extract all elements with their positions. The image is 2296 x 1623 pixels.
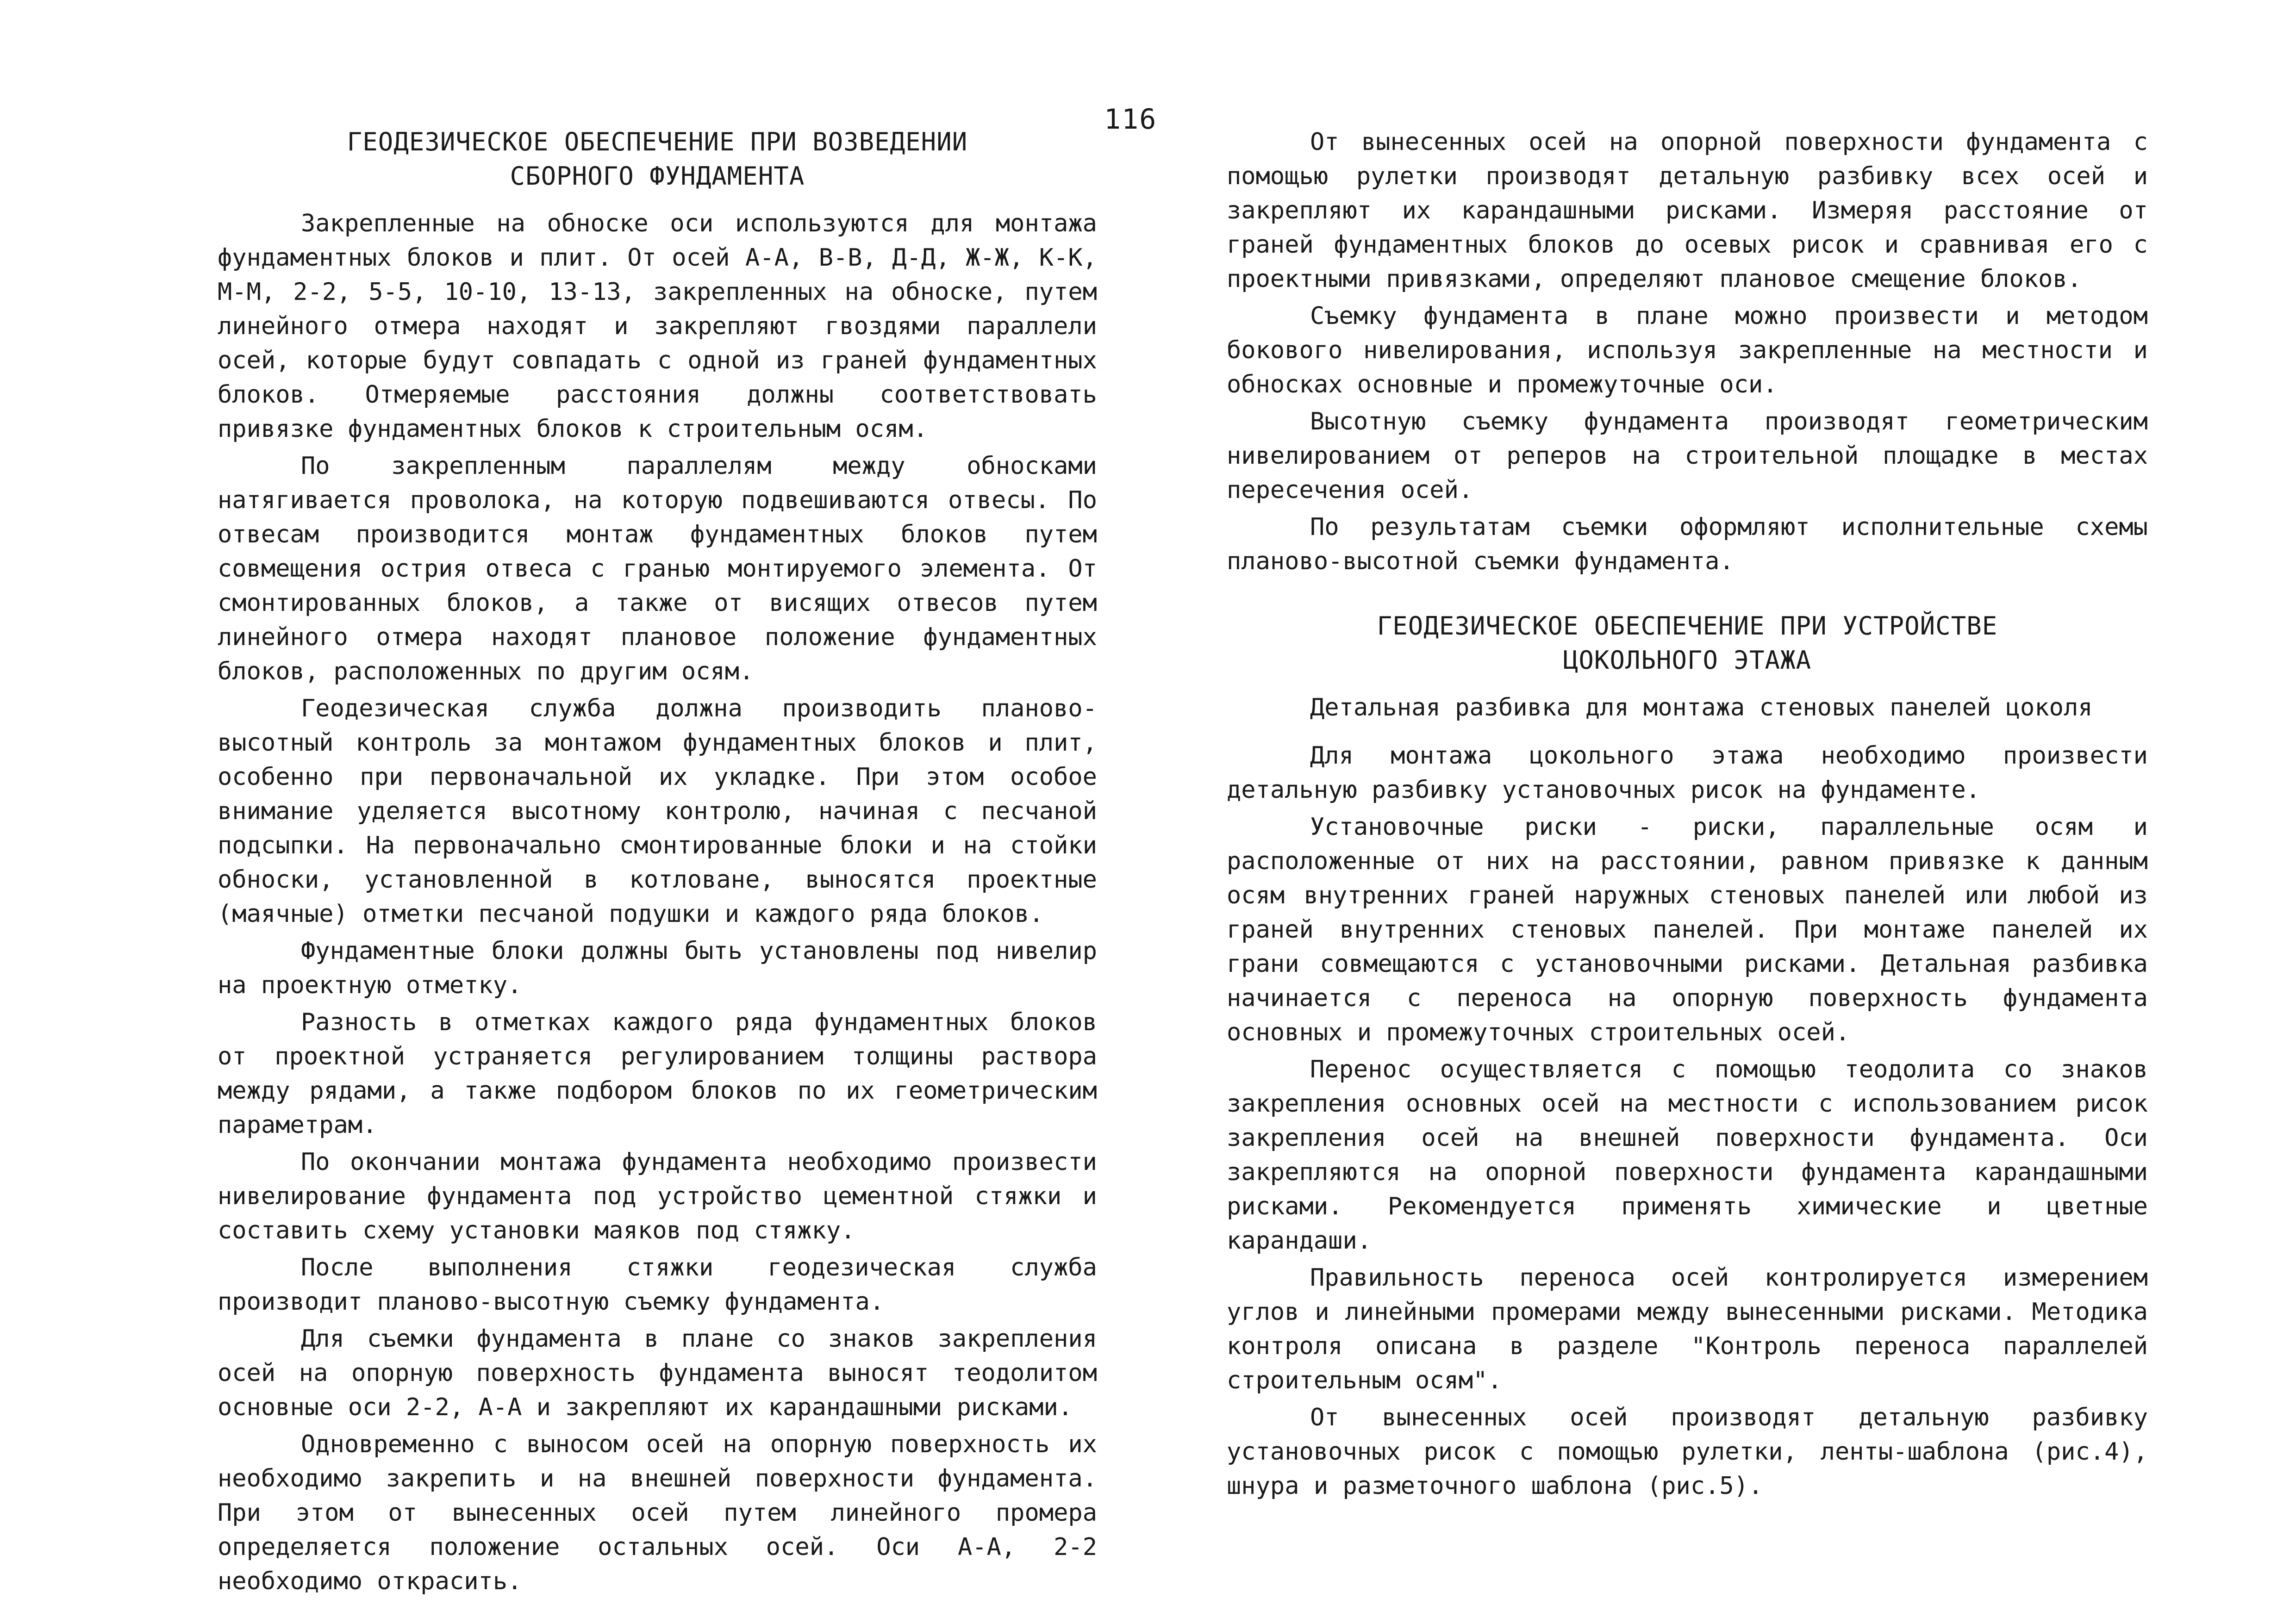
right-paragraph: От вынесенных осей на опорной поверхности фундамента с помощью рулетки производят детальную разбивку всех осей и закрепляют их карандашными рисками. Измеряя расстояние от граней фундаментных блоков до осевых рисок и сравнивая его с проектными привязками, определяют плановое смещение блоков. bbox=[1227, 128, 2148, 293]
page-number: 116 bbox=[1104, 103, 1157, 136]
left-column bbox=[218, 125, 1097, 1601]
left-paragraph: Закрепленные на обноске оси используются для монтажа фундаментных блоков и плит. От осей А-А, В-В, Д-Д, Ж-Ж, К-К, М-М, 2-2, 5-5, 10-10, 13-13, закрепленных на обноске, путем линейного отмера находят и закрепляют гвоздями параллели осей, которые будут совпадать с одной из граней фундаментных блоков. Отмеряемые расстояния должны соответствовать привязке фундаментных блоков к строительным осям. bbox=[218, 210, 1097, 443]
left-paragraph: После выполнения стяжки геодезическая служба производит планово-высотную съемку фундамента. bbox=[218, 1254, 1097, 1316]
left-paragraph: Разность в отметках каждого ряда фундаментных блоков от проектной устраняется регулированием толщины раствора между рядами, а также подбором блоков по их геометрическим параметрам. bbox=[218, 1008, 1097, 1139]
left-heading-line-1: ГЕОДЕЗИЧЕСКОЕ ОБЕСПЕЧЕНИЕ ПРИ ВОЗВЕДЕНИИ bbox=[347, 127, 968, 156]
left-paragraph: Геодезическая служба должна производить планово-высотный контроль за монтажом фундаментных блоков и плит, особенно при первоначальной их укладке. При этом особое внимание уделяется высотному контролю, начиная с песчаной подсыпки. На первоначально смонтированные блоки и на стойки обноски, установленной в котловане, выносятся проектные (маячные) отметки песчаной подушки и каждого ряда блоков. bbox=[218, 695, 1097, 928]
right-subheading: Детальная разбивка для монтажа стеновых панелей цоколя bbox=[1310, 694, 2093, 721]
right-heading-line-1: ГЕОДЕЗИЧЕСКОЕ ОБЕСПЕЧЕНИЕ ПРИ УСТРОЙСТВЕ bbox=[1377, 611, 1998, 640]
right-column bbox=[1227, 125, 2148, 1506]
right-paragraph: По результатам съемки оформляют исполнительные схемы планово-высотной съемки фундамента. bbox=[1227, 513, 2148, 575]
left-paragraph: По окончании монтажа фундамента необходимо произвести нивелирование фундамента под устройство цементной стяжки и составить схему установки маяков под стяжку. bbox=[218, 1148, 1097, 1244]
right-paragraph: От вынесенных осей производят детальную разбивку установочных рисок с помощью рулетки, ленты-шаблона (рис.4), шнура и разметочного шаблона (рис.5). bbox=[1227, 1404, 2148, 1500]
right-paragraph: Установочные риски - риски, параллельные осям и расположенные от них на расстоянии, равном привязке к данным осям внутренних граней наружных стеновых панелей или любой из граней внутренних стеновых панелей. При монтаже панелей их грани совмещаются с установочными рисками. Детальная разбивка начинается с переноса на опорную поверхность фундамента основных и промежуточных строительных осей. bbox=[1227, 813, 2148, 1046]
right-paragraph: Съемку фундамента в плане можно произвести и методом бокового нивелирования, используя закрепленные на местности и обносках основные и промежуточные оси. bbox=[1227, 302, 2148, 398]
left-paragraph: Фундаментные блоки должны быть установлены под нивелир на проектную отметку. bbox=[218, 937, 1097, 999]
left-paragraph: Для съемки фундамента в плане со знаков закрепления осей на опорную поверхность фундамента выносят теодолитом основные оси 2-2, А-А и закрепляют их карандашными рисками. bbox=[218, 1325, 1097, 1421]
left-paragraph: Одновременно с выносом осей на опорную поверхность их необходимо закрепить и на внешней поверхности фундамента. При этом от вынесенных осей путем линейного промера определяется положение остальных осей. Оси А-А, 2-2 необходимо открасить. bbox=[218, 1430, 1097, 1595]
right-paragraph: Для монтажа цокольного этажа необходимо произвести детальную разбивку установочных рисок на фундаменте. bbox=[1227, 742, 2148, 804]
right-heading-line-2: ЦОКОЛЬНОГО ЭТАЖА bbox=[1563, 646, 1812, 675]
right-paragraph: Правильность переноса осей контролируется измерением углов и линейными промерами между вынесенными рисками. Методика контроля описана в разделе "Контроль переноса параллелей строительным осям". bbox=[1227, 1264, 2148, 1394]
section-spacer bbox=[1227, 581, 2148, 609]
left-paragraph: По закрепленным параллелям между обносками натягивается проволока, на которую подвешиваются отвесы. По отвесам производится монтаж фундаментных блоков путем совмещения острия отвеса с гранью монтируемого элемента. От смонтированных блоков, а также от висящих отвесов путем линейного отмера находят плановое положение фундаментных блоков, расположенных по другим осям. bbox=[218, 452, 1097, 685]
right-section-heading bbox=[1227, 609, 2148, 678]
left-section-heading bbox=[218, 125, 1097, 193]
right-paragraph: Высотную съемку фундамента производят геометрическим нивелированием от реперов на строительной площадке в местах пересечения осей. bbox=[1227, 408, 2148, 504]
left-heading-line-2: СБОРНОГО ФУНДАМЕНТА bbox=[510, 162, 805, 191]
right-paragraph: Перенос осуществляется с помощью теодолита со знаков закрепления основных осей на местности с использованием рисок закрепления осей на внешней поверхности фундамента. Оси закрепляются на опорной поверхности фундамента карандашными рисками. Рекомендуется применять химические и цветные карандаши. bbox=[1227, 1056, 2148, 1255]
